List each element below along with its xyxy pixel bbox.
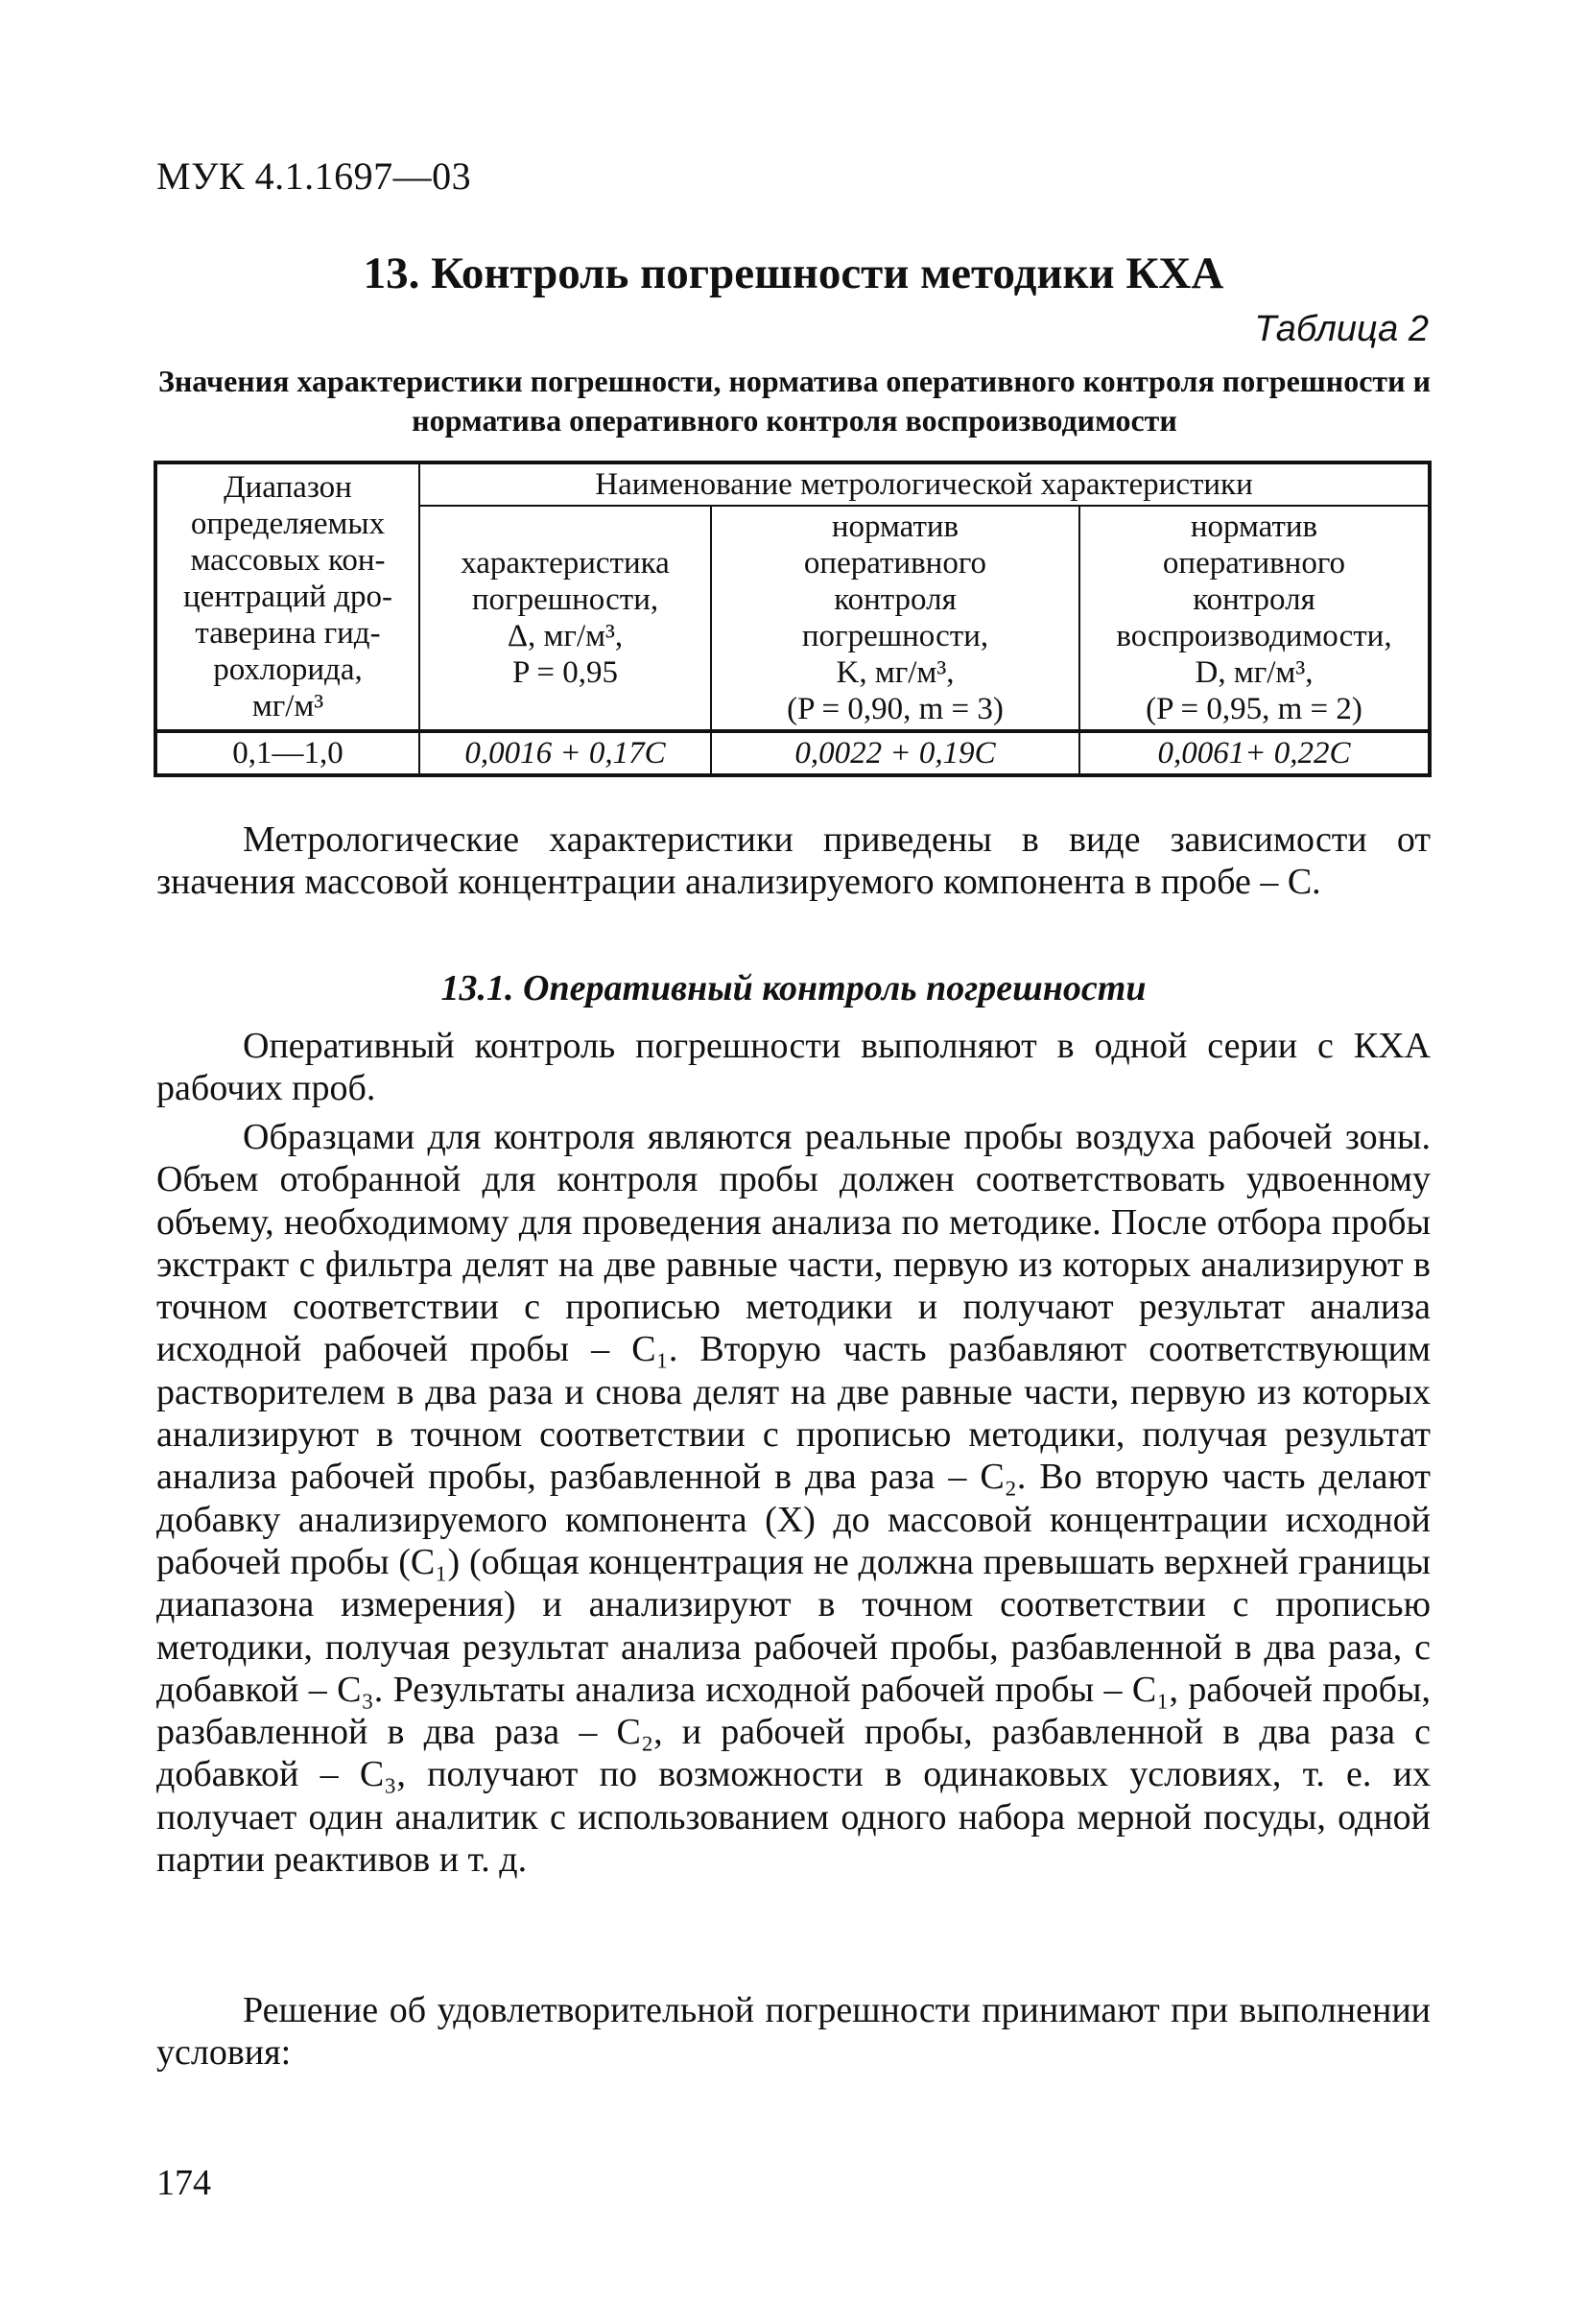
table-cell-d: 0,0061+ 0,22C [1079,731,1430,775]
table-header-group: Наименование метрологической характеристики [419,462,1430,506]
table-number-label: Таблица 2 [1254,309,1429,349]
document-code: МУК 4.1.1697—03 [156,154,472,198]
page-number: 174 [156,2163,211,2203]
subsection-title: 13.1. Оперативный контроль погрешности [440,968,1147,1008]
paragraph-2: Образцами для контроля являются реальные пробы воздуха рабочей зоны. Объем отобранной для контроля пробы должен соответствовать удвоенному объему, необходимому для проведения анализа по методике. После отбора пробы экстракт с фильтра делят на две равные части, первую из которых анализируют в точном соответствии с прописью методики и получают результат анализа исходной рабочей пробы – С₁. Вторую часть разбавляют соответствующим растворителем в два раза и снова делят на две равные части, первую из которых анализируют в точном соответствии с прописью методики, получая результат анализа рабочей пробы, разбавленной в два раза – С₂. Во вторую часть делают добавку анализируемого компонента (Х) до массовой концентрации исходной рабочей пробы (С₁) (общая концентрация не должна превышать верхней границы диапазона измерения) и анализируют в точном соответствии с прописью методики, получая результат анализа рабочей пробы, разбавленной в два раза, с добавкой – С₃. Результаты анализа исходной рабочей пробы – С₁, рабочей пробы, разбавленной в два раза – С₂, и рабочей пробы, разбавленной в два раза с добавкой – С₃, получают по возможности в одинаковых условиях, т. е. их получает один аналитик с использованием одного набора мерной посуды, одной партии реактивов и т. д. [156,1117,1431,1881]
table-cell-k: 0,0022 + 0,19C [711,731,1079,775]
table-cell-range: 0,1—1,0 [155,731,419,775]
table-caption: Значения характеристики погрешности, норматива оперативного контроля погрешности и норматива оперативного контроля воспроизводимости [157,364,1432,438]
paragraph-3: Решение об удовлетворительной погрешности принимают при выполнении условия: [156,1990,1431,2074]
table-header-d: норматив оперативного контроля воспроизводимости, D, мг/м³, (P = 0,95, m = 2) [1079,506,1430,731]
intro-paragraph: Метрологические характеристики приведены в виде зависимости от значения массовой концентрации анализируемого компонента в пробе – С. [156,819,1431,903]
table-header-error: характеристика погрешности, Δ, мг/м³, P = 0,95 [419,506,711,731]
table-header-k: норматив оперативного контроля погрешности, K, мг/м³, (P = 0,90, m = 3) [711,506,1079,731]
paragraph-1: Оперативный контроль погрешности выполняют в одной серии с КХА рабочих проб. [156,1026,1431,1109]
table-row [155,731,1430,775]
table-cell-error: 0,0016 + 0,17C [419,731,711,775]
metrology-table [154,461,1432,777]
section-title: 13. Контроль погрешности методики КХА [363,249,1224,298]
table-header-range: Диапазон определяемых массовых кон- центраций дро- таверина гид- рохлорида, мг/м³ [155,462,419,731]
